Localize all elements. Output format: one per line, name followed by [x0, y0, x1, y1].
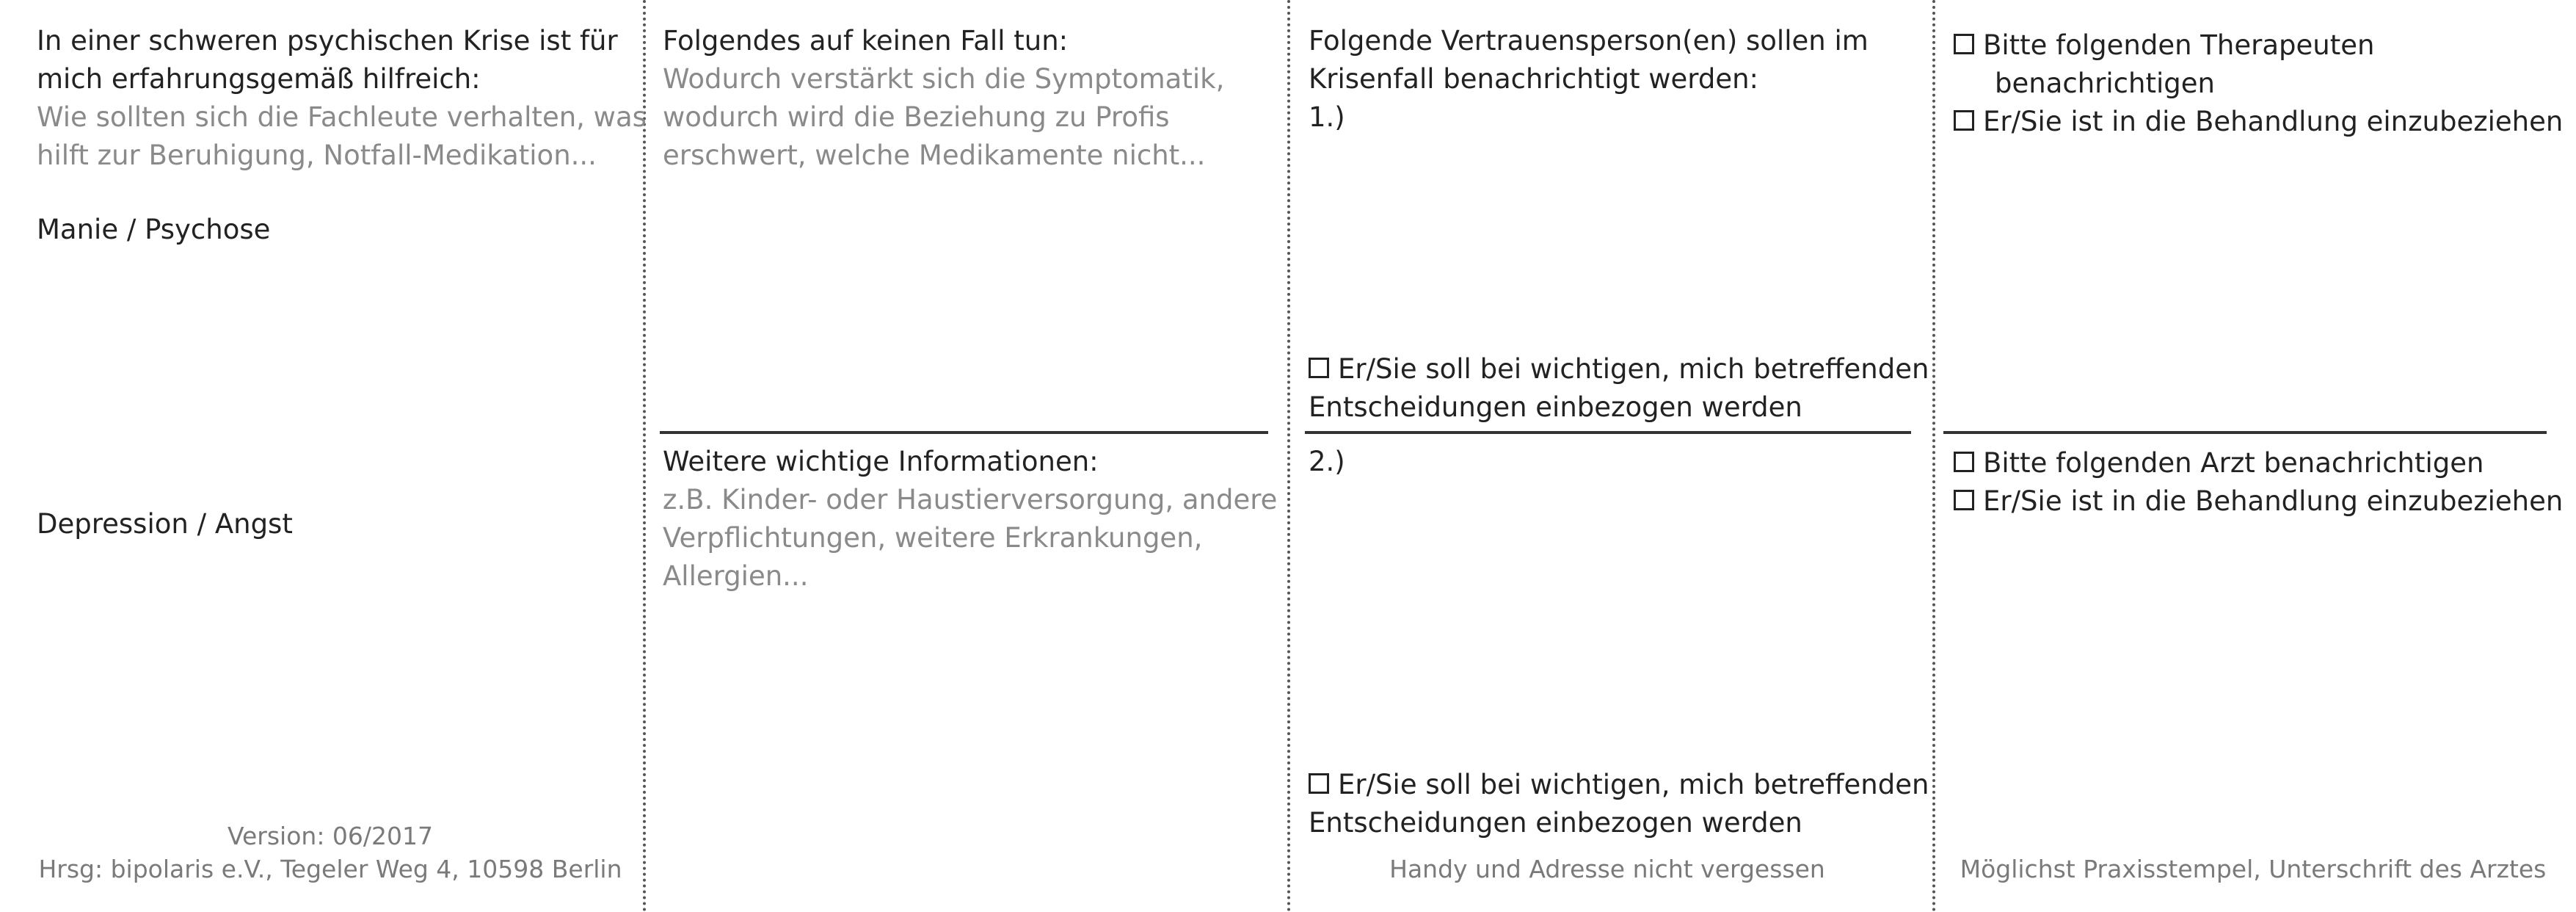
phone-address-note: Handy und Adresse nicht vergessen: [1389, 855, 1825, 883]
crisis-help-hint: Wie sollten sich die Fachleute verhalten, was hilft zur Beruhigung, Notfall-Medikation...: [37, 101, 647, 171]
involve-option-1[interactable]: Er/Sie soll bei wichtigen, mich betreffenden Entscheidungen einbezogen werden: [1309, 353, 1929, 423]
trusted-person-1-label: 1.): [1309, 101, 1345, 133]
do-not-do-hint: Wodurch verstärkt sich die Symptomatik, wodurch wird die Beziehung zu Profis erschwert, welche Medikamente nicht...: [663, 63, 1225, 171]
section-divider: [660, 431, 1268, 434]
trusted-persons-heading: Folgende Vertrauensperson(en) sollen im Krisenfall benachrichtigt werden:: [1309, 25, 1869, 95]
checkbox[interactable]: [1954, 110, 1974, 131]
practice-stamp-note: Möglichst Praxisstempel, Unterschrift des Arztes: [1960, 855, 2547, 883]
checkbox[interactable]: [1309, 773, 1329, 794]
checkbox[interactable]: [1954, 490, 1974, 510]
section-divider: [1305, 431, 1911, 434]
trusted-person-2-label: 2.): [1309, 446, 1345, 477]
do-not-do-heading: Folgendes auf keinen Fall tun:: [663, 25, 1069, 57]
publisher-text: Hrsg: bipolaris e.V., Tegeler Weg 4, 10598 Berlin: [38, 855, 622, 883]
mania-psychosis-label: Manie / Psychose: [37, 214, 271, 245]
therapist-include-option[interactable]: Er/Sie ist in die Behandlung einzubeziehen: [1954, 103, 2563, 141]
further-info-hint: z.B. Kinder- oder Haustierversorgung, andere Verpflichtungen, weitere Erkrankungen, Allergien...: [663, 484, 1278, 592]
version-text: Version: 06/2017: [227, 822, 434, 850]
doctor-notify-option[interactable]: Bitte folgenden Arzt benachrichtigen: [1954, 444, 2484, 482]
section-divider: [1943, 431, 2547, 434]
involve-option-2[interactable]: Er/Sie soll bei wichtigen, mich betreffenden Entscheidungen einbezogen werden: [1309, 769, 1929, 839]
column-divider: [1932, 0, 1935, 912]
column-divider: [1287, 0, 1290, 912]
doctor-include-option[interactable]: Er/Sie ist in die Behandlung einzubeziehen: [1954, 482, 2563, 521]
checkbox[interactable]: [1309, 358, 1329, 378]
crisis-help-heading: In einer schweren psychischen Krise ist für mich erfahrungsgemäß hilfreich:: [37, 25, 618, 95]
checkbox[interactable]: [1954, 452, 1974, 472]
depression-anxiety-label: Depression / Angst: [37, 508, 293, 540]
further-info-heading: Weitere wichtige Informationen:: [663, 446, 1099, 477]
checkbox[interactable]: [1954, 34, 1974, 54]
therapist-notify-option[interactable]: Bitte folgenden Therapeuten benachrichtigen: [1954, 26, 2374, 103]
